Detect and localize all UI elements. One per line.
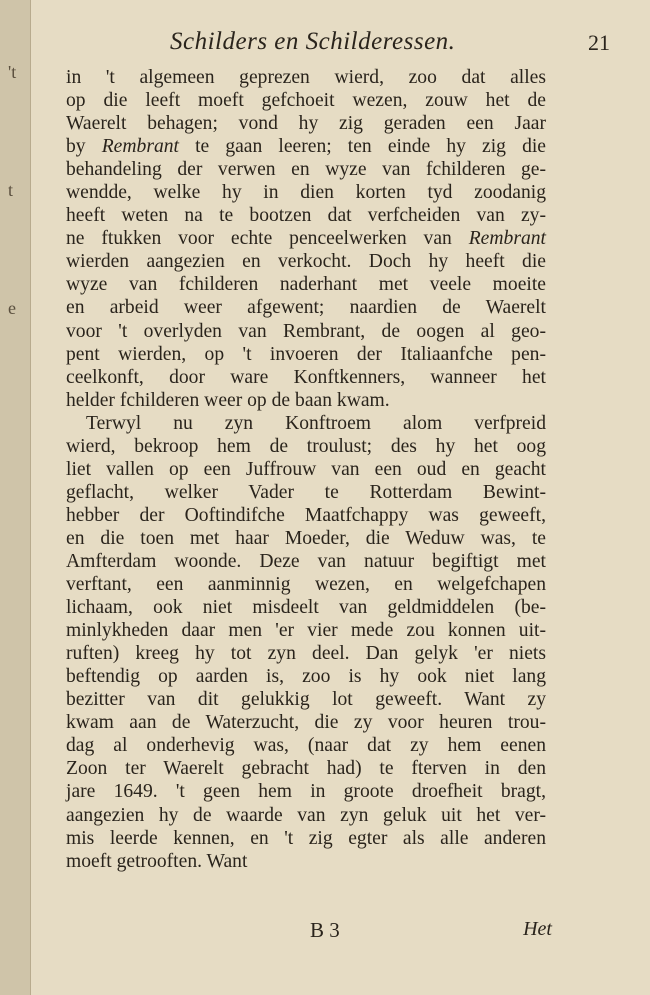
text-line: by Rembrant te gaan leeren; ten einde hy zig die bbox=[66, 136, 547, 158]
gutter-mark: 't bbox=[8, 62, 17, 82]
text-line: liet vallen op een Juffrouw van een oud en geacht bbox=[66, 458, 546, 480]
text-line: pent wierden, op 't invoeren der Italiaanfche pen- bbox=[66, 343, 546, 365]
text-line: voor 't overlyden van Rembrant, de oogen al geo- bbox=[66, 320, 546, 342]
text-line: Waerelt behagen; vond hy zig geraden een Jaar bbox=[66, 113, 546, 135]
text-line: wyze van fchilderen naderhant met veele moeite bbox=[66, 274, 546, 296]
text-line: in 't algemeen geprezen wierd, zoo dat alles bbox=[66, 67, 546, 88]
signature-mark: B 3 bbox=[310, 918, 340, 942]
gutter-mark: t bbox=[8, 180, 14, 200]
text-line: mis leerde kennen, en 't zig egter als alle anderen bbox=[66, 827, 546, 849]
text-line: behandeling der verwen en wyze van fchilderen ge- bbox=[66, 159, 546, 181]
text-line: op die leeft moeft gefchoeit wezen, zouw het de bbox=[66, 90, 546, 112]
catchword: Het bbox=[523, 918, 552, 940]
text-line: ne ftukken voor echte penceelwerken van Rembrant bbox=[66, 228, 546, 250]
running-title: Schilders en Schilderessen. bbox=[170, 28, 456, 55]
text-line: dag al onderhevig was, (naar dat zy hem eenen bbox=[66, 735, 546, 757]
text-line: wierden aangezien en verkocht. Doch hy heeft die bbox=[66, 251, 546, 273]
text-line: aangezien hy de waarde van zyn geluk uit het ver- bbox=[66, 804, 546, 826]
text-line: ceelkonft, door ware Konftkenners, wanneer het bbox=[66, 366, 546, 388]
text-line: hebber der Ooftindifche Maatfchappy was geweeft, bbox=[66, 504, 546, 526]
text-line: heeft weten na te bootzen dat verfcheiden van zy- bbox=[66, 205, 546, 227]
text-line: moeft getrooften. Want bbox=[66, 850, 248, 872]
text-line: bezitter van dit gelukkig lot geweeft. Want zy bbox=[66, 689, 546, 711]
text-line: helder fchilderen weer op de baan kwam. bbox=[66, 389, 390, 411]
text-line: wierd, bekroop hem de troulust; des hy het oog bbox=[66, 435, 546, 457]
text-line: ruften) kreeg hy tot zyn deel. Dan gelyk 'er niets bbox=[66, 643, 546, 665]
page-footer bbox=[66, 918, 552, 948]
text-line: geflacht, welker Vader te Rotterdam Bewint- bbox=[66, 481, 546, 503]
text-line: wendde, welke hy in dien korten tyd zoodanig bbox=[66, 182, 546, 204]
text-line: Zoon ter Waerelt gebracht had) te fterven in den bbox=[66, 758, 546, 780]
page-number: 21 bbox=[588, 30, 610, 55]
text-line: jare 1649. 't geen hem in groote droefheit bragt, bbox=[66, 781, 546, 803]
body-text bbox=[66, 66, 546, 873]
text-line: Amfterdam woonde. Deze van natuur begiftigt met bbox=[66, 550, 546, 572]
gutter-mark: e bbox=[8, 298, 16, 318]
facing-page-gutter bbox=[0, 0, 31, 995]
text-line: lichaam, ook niet misdeelt van geldmiddelen (be- bbox=[66, 597, 546, 619]
text-line: verftant, een aanminnig wezen, en welgefchapen bbox=[66, 574, 546, 596]
page-header bbox=[70, 28, 610, 62]
text-line: en die toen met haar Moeder, die Weduw was, te bbox=[66, 527, 546, 549]
text-line: en arbeid weer afgewent; naardien de Waerelt bbox=[66, 297, 546, 319]
text-line: beftendig op aarden is, zoo is hy ook niet lang bbox=[66, 666, 546, 688]
text-line: Terwyl nu zyn Konftroem alom verfpreid bbox=[86, 412, 546, 434]
text-line: minlykheden daar men 'er vier mede zou konnen uit- bbox=[66, 620, 546, 642]
text-line: kwam aan de Waterzucht, die zy voor heuren trou- bbox=[66, 712, 546, 734]
